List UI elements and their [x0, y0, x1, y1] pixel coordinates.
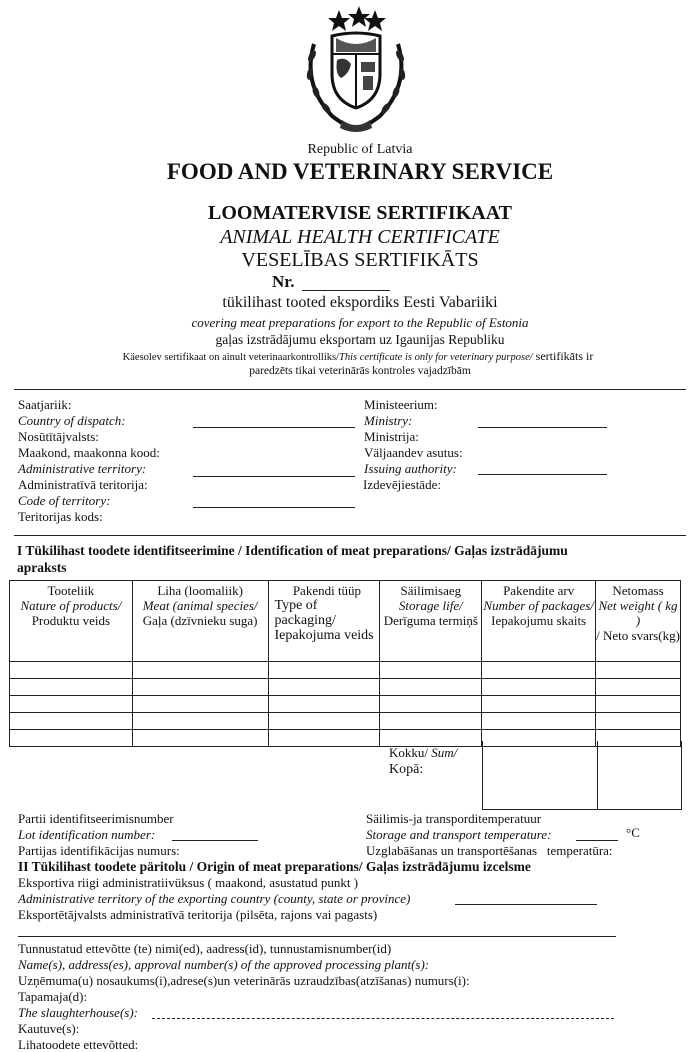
certificate-number-label: Nr.: [272, 272, 295, 291]
table-row[interactable]: [10, 679, 681, 696]
admin-label-en: Administrative territory of the exporting country (county, state or province): [18, 891, 411, 906]
label-valjaandev-asutus: Väljaandev asutus:: [364, 445, 463, 460]
temperature-field[interactable]: [576, 840, 618, 841]
administrative-territory-field[interactable]: [193, 476, 355, 477]
column-header-packages: Pakendite arv Number of packages/ Iepakojumu skaits: [482, 581, 596, 662]
sum-label: Kokku/ Sum/: [389, 745, 458, 760]
section-2-heading: II Tükilihast toodete päritolu / Origin of meat preparations/ Gaļas izstrādājumu izcelsme: [18, 859, 531, 874]
slaughter-label-en: The slaughterhouse(s):: [18, 1005, 139, 1020]
lot-label-et: Partii identifitseerimisnumber: [18, 811, 174, 826]
label-teritorijas-kods: Teritorijas kods:: [18, 509, 103, 524]
column-header-nature: Tooteliik Nature of products/ Produktu veids: [10, 581, 133, 662]
admin-label-et: Eksportiva riigi administratiivüksus ( maakond, asustatud punkt ): [18, 875, 359, 890]
admin-label-lv: Eksportētājvalsts administratīvā teritorija (pilsēta, rajons vai pagasts): [18, 907, 378, 922]
temp-label-en: Storage and transport temperature:: [366, 827, 552, 842]
plant-label-lv: Uzņēmuma(u) nosaukums(i),adrese(s)un veterinārās uzraudzības(atzīšanas) numurs(i):: [18, 973, 470, 988]
section-1-heading: I Tükilihast toodete identifitseerimine / Identification of meat preparations/ Gaļas izstrādājumu: [17, 543, 568, 558]
table-row[interactable]: [10, 696, 681, 713]
column-header-packaging: Pakendi tüüp Type of packaging/ Iepakojuma veids: [268, 581, 380, 662]
coat-of-arms-emblem: [292, 4, 420, 136]
label-country-of-dispatch: Country of dispatch:: [18, 413, 126, 428]
subtitle-et: tükilihast tooted ekspordiks Eesti Vabariiki: [222, 294, 498, 311]
label-ministeerium: Ministeerium:: [364, 397, 438, 412]
column-header-net-weight: Netomass Net weight ( kg ) / Neto svars(kg): [596, 581, 681, 662]
country-of-dispatch-field[interactable]: [193, 427, 355, 428]
title-en: ANIMAL HEALTH CERTIFICATE: [220, 226, 500, 248]
admin-territory-line[interactable]: [18, 936, 616, 937]
title-lv: VESELĪBAS SERTIFIKĀTS: [241, 249, 479, 271]
meat-preparations-table: [9, 580, 681, 747]
purpose-lv: sertifikāts ir: [532, 349, 594, 363]
label-issuing-authority: Issuing authority:: [364, 461, 457, 476]
temp-unit: °C: [626, 825, 640, 840]
plant-label-en: Name(s), address(es), approval number(s) of the approved processing plant(s):: [18, 957, 430, 972]
meat-plants-label: Lihatoodete ettevõtted:: [18, 1037, 139, 1052]
ministry-field[interactable]: [478, 427, 607, 428]
subtitle-en: covering meat preparations for export to the Republic of Estonia: [191, 315, 529, 330]
title-et: LOOMATERVISE SERTIFIKAAT: [207, 202, 513, 224]
country-name: Republic of Latvia: [307, 142, 413, 157]
column-header-storage: Säilimisaeg Storage life/ Derīguma termiņš: [380, 581, 482, 662]
lot-label-en: Lot identification number:: [18, 827, 156, 842]
label-administrative-territory: Administrative territory:: [18, 461, 147, 476]
issuing-authority-field[interactable]: [478, 474, 607, 475]
table-header-row: [10, 581, 681, 662]
slaughter-label-lv: Kautuve(s):: [18, 1021, 80, 1036]
slaughterhouse-field[interactable]: [152, 1018, 614, 1019]
divider: [14, 535, 686, 536]
label-nosutitajvalsts: Nosūtītājvalsts:: [18, 429, 99, 444]
divider: [14, 389, 686, 390]
label-izdevejiestade: Izdevējiestāde:: [363, 477, 441, 492]
section-1-heading-cont: apraksts: [17, 560, 67, 575]
sum-label-lv: Kopā:: [389, 762, 424, 777]
lot-label-lv: Partijas identifikācijas numurs:: [18, 843, 180, 858]
temp-label-lv: Uzglabāšanas un transportēšanas temperatūra:: [366, 843, 613, 858]
table-row[interactable]: [10, 662, 681, 679]
purpose-et: Käesolev sertifikaat on ainult veterinaarkontrolliks/: [122, 352, 340, 363]
temp-label-et: Säilimis-ja transporditemperatuur: [366, 811, 542, 826]
purpose-lv-2: paredzēts tikai veterinārās kontroles vajadzībām: [249, 365, 471, 377]
certificate-number-field[interactable]: [302, 290, 390, 291]
column-header-meat: Liha (loomaliik) Meat (animal species/ Gaļa (dzīvnieku suga): [132, 581, 268, 662]
purpose-en: This certificate is only for veterinary purpose/: [339, 352, 533, 363]
label-ministrija: Ministrija:: [364, 429, 419, 444]
purpose-note: [8, 350, 700, 364]
plant-label-et: Tunnustatud ettevõtte (te) nimi(ed), aadress(id), tunnustamisnumber(id): [18, 941, 392, 956]
label-maakond: Maakond, maakonna kood:: [18, 445, 160, 460]
label-ministry: Ministry:: [364, 413, 413, 428]
label-administrativa-teritorija: Administratīvā teritorija:: [18, 477, 148, 492]
agency-name: FOOD AND VETERINARY SERVICE: [166, 159, 554, 184]
admin-territory-field[interactable]: [455, 904, 597, 905]
subtitle-lv: gaļas izstrādājumu eksportam uz Igaunijas Republiku: [215, 332, 505, 347]
sum-cells[interactable]: [482, 741, 682, 810]
code-of-territory-field[interactable]: [193, 507, 355, 508]
lot-number-field[interactable]: [172, 840, 258, 841]
label-code-of-territory: Code of territory:: [18, 493, 111, 508]
slaughter-label-et: Tapamaja(d):: [18, 989, 88, 1004]
table-row[interactable]: [10, 713, 681, 730]
label-saatjariik: Saatjariik:: [18, 397, 72, 412]
